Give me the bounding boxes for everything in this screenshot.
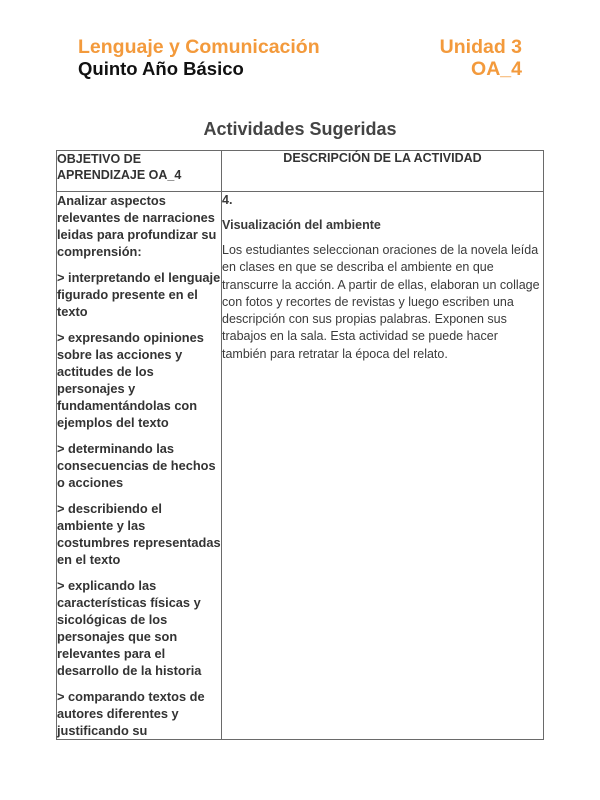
activity-cell (222, 192, 544, 740)
activities-table (56, 150, 544, 740)
objective-item: > interpretando el lenguaje figurado presente en el texto (57, 270, 221, 319)
column-header-description: DESCRIPCIÓN DE LA ACTIVIDAD (222, 151, 544, 192)
table-row (57, 192, 544, 740)
activity-number: 4. (222, 193, 233, 207)
table-header-row (57, 151, 544, 192)
activity-title: Visualización del ambiente (222, 218, 381, 232)
grade-label: Quinto Año Básico (78, 58, 244, 79)
objective-item: > comparando textos de autores diferentes y justificando su (57, 689, 205, 738)
document-header (78, 36, 522, 80)
section-title: Actividades Sugeridas (203, 119, 397, 139)
column-header-objective: OBJETIVO DE APRENDIZAJE OA_4 (57, 151, 222, 192)
objective-cell (57, 192, 222, 740)
objective-item: > expresando opiniones sobre las acciones y actitudes de los personajes y fundamentándolas con ejemplos del texto (57, 330, 204, 430)
unit-label: Unidad 3 (439, 36, 522, 58)
activity-description: Los estudiantes seleccionan oraciones de la novela leída en clases en que se describa el ambiente en que transcurre la acción. A partir de ellas, elaboran un collage con fotos y recortes de revistas y luego escriben una descripción con sus propias palabras. Exponen sus trabajos en la sala. Esta actividad se puede hacer también para retratar la época del relato. (222, 243, 540, 361)
objective-item: > describiendo el ambiente y las costumbres representadas en el texto (57, 501, 221, 567)
objective-item: > determinando las consecuencias de hechos o acciones (57, 441, 216, 490)
objective-intro: Analizar aspectos relevantes de narraciones leidas para profundizar su comprensión: (57, 193, 217, 259)
subject-title: Lenguaje y Comunicación (78, 36, 320, 58)
objective-code: OA_4 (471, 58, 522, 80)
objective-item: > explicando las características físicas y sicológicas de los personajes que son relevantes para el desarrollo de la historia (57, 578, 202, 678)
